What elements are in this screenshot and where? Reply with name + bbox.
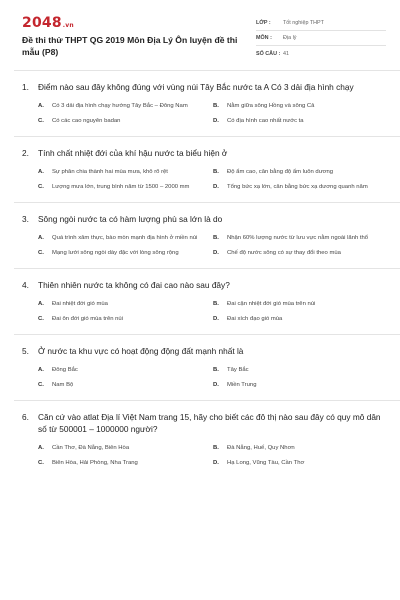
option-text: Nam Bộ bbox=[52, 382, 74, 388]
option-letter: B. bbox=[213, 103, 219, 109]
option-letter: B. bbox=[213, 169, 219, 175]
header-left bbox=[22, 14, 250, 70]
option-letter: A. bbox=[38, 169, 44, 175]
question-text: Điểm nào sau đây không đúng với vùng núi Tây Bắc nước ta A Có 3 dải địa hình chạy bbox=[38, 82, 354, 92]
question-header bbox=[22, 147, 388, 159]
question-header bbox=[22, 213, 388, 225]
option-d[interactable] bbox=[213, 180, 388, 195]
option-a[interactable] bbox=[38, 99, 213, 114]
question-text: Thiên nhiên nước ta không có đai cao nào sau đây? bbox=[38, 280, 230, 290]
option-c[interactable] bbox=[38, 378, 213, 393]
option-letter: D. bbox=[213, 382, 219, 388]
option-text: Có các cao nguyên badan bbox=[52, 118, 121, 124]
option-b[interactable] bbox=[213, 99, 388, 114]
question-number: 6. bbox=[22, 412, 29, 422]
question-header bbox=[22, 345, 388, 357]
option-text: Nằm giữa sông Hồng và sông Cả bbox=[227, 103, 315, 109]
question-5 bbox=[14, 335, 400, 401]
meta-value: Địa lý bbox=[283, 35, 297, 41]
answer-options bbox=[22, 363, 388, 393]
option-letter: A. bbox=[38, 367, 44, 373]
option-a[interactable] bbox=[38, 165, 213, 180]
option-c[interactable] bbox=[38, 312, 213, 327]
option-a[interactable] bbox=[38, 363, 213, 378]
option-text: Mạng lưới sông ngòi dày đặc với lòng sông rộng bbox=[52, 250, 179, 256]
option-letter: B. bbox=[213, 301, 219, 307]
option-text: Chế độ nước sông có sự thay đổi theo mùa bbox=[227, 250, 341, 256]
option-letter: C. bbox=[38, 382, 44, 388]
answer-options bbox=[22, 231, 388, 261]
option-d[interactable] bbox=[213, 378, 388, 393]
option-text: Đai nhiệt đới gió mùa bbox=[52, 301, 108, 307]
question-header bbox=[22, 279, 388, 291]
option-b[interactable] bbox=[213, 441, 388, 456]
meta-key: LỚP : bbox=[256, 20, 271, 26]
option-text: Đai xích đạo gió mùa bbox=[227, 316, 283, 322]
option-letter: C. bbox=[38, 184, 44, 190]
option-text: Cần Thơ, Đà Nẵng, Biên Hòa bbox=[52, 445, 130, 451]
answer-options bbox=[22, 99, 388, 129]
meta-row-count bbox=[256, 46, 386, 61]
option-text: Hạ Long, Vũng Tàu, Cần Thơ bbox=[227, 460, 305, 466]
option-letter: D. bbox=[213, 184, 219, 190]
option-text: Tây Bắc bbox=[227, 367, 249, 373]
logo-tld: .vn bbox=[62, 22, 74, 29]
option-b[interactable] bbox=[213, 231, 388, 246]
meta-value: 41 bbox=[283, 50, 289, 57]
option-text: Biên Hòa, Hải Phòng, Nha Trang bbox=[52, 460, 138, 466]
option-letter: B. bbox=[213, 367, 219, 373]
question-number: 3. bbox=[22, 214, 29, 224]
question-1 bbox=[14, 71, 400, 137]
option-a[interactable] bbox=[38, 297, 213, 312]
option-b[interactable] bbox=[213, 297, 388, 312]
question-4 bbox=[14, 269, 400, 335]
option-a[interactable] bbox=[38, 441, 213, 456]
meta-row-class bbox=[256, 16, 386, 31]
option-letter: C. bbox=[38, 316, 44, 322]
option-d[interactable] bbox=[213, 246, 388, 261]
option-text: Đông Bắc bbox=[52, 367, 78, 373]
option-letter: D. bbox=[213, 118, 219, 124]
option-text: Lượng mưa lớn, trung bình năm từ 1500 – 2000 mm bbox=[52, 184, 190, 190]
question-number: 2. bbox=[22, 148, 29, 158]
meta-value: Tốt nghiệp THPT bbox=[283, 20, 324, 26]
meta-key: MÔN : bbox=[256, 35, 272, 41]
option-letter: D. bbox=[213, 250, 219, 256]
option-text: Sự phân chia thành hai mùa mưa, khô rõ rệt bbox=[52, 169, 168, 175]
option-c[interactable] bbox=[38, 246, 213, 261]
site-logo[interactable] bbox=[22, 15, 74, 31]
question-number: 5. bbox=[22, 346, 29, 356]
question-number: 1. bbox=[22, 82, 29, 92]
question-text: Ở nước ta khu vực có hoạt động động đất mạnh nhất là bbox=[38, 346, 244, 356]
option-c[interactable] bbox=[38, 180, 213, 195]
option-c[interactable] bbox=[38, 114, 213, 129]
question-list bbox=[0, 71, 400, 478]
question-text: Căn cứ vào atlat Địa lí Việt Nam trang 15, hãy cho biết các đô thị nào sau đây có quy mô dân số từ 500001 – 1000000 người? bbox=[38, 412, 381, 434]
option-b[interactable] bbox=[213, 363, 388, 378]
meta-row-subject bbox=[256, 31, 386, 46]
option-d[interactable] bbox=[213, 312, 388, 327]
option-text: Quá trình xâm thực, bào mòn mạnh địa hình ở miền núi bbox=[52, 235, 198, 241]
option-letter: A. bbox=[38, 235, 44, 241]
question-text: Tính chất nhiệt đới của khí hậu nước ta biểu hiện ở bbox=[38, 148, 228, 158]
option-text: Đà Nẵng, Huế, Quy Nhơn bbox=[227, 445, 295, 451]
option-d[interactable] bbox=[213, 114, 388, 129]
question-2 bbox=[14, 137, 400, 203]
option-letter: C. bbox=[38, 118, 44, 124]
answer-options bbox=[22, 441, 388, 471]
option-letter: B. bbox=[213, 445, 219, 451]
exam-meta bbox=[256, 14, 386, 70]
option-d[interactable] bbox=[213, 456, 388, 471]
option-text: Nhận 60% lượng nước từ lưu vực nằm ngoài lãnh thổ bbox=[227, 235, 369, 241]
answer-options bbox=[22, 297, 388, 327]
option-text: Có 3 dải địa hình chạy hướng Tây Bắc – Đông Nam bbox=[52, 103, 188, 109]
option-text: Miền Trung bbox=[227, 382, 257, 388]
page-title: Đề thi thử THPT QG 2019 Môn Địa Lý Ôn luyện đề thi mẫu (P8) bbox=[22, 35, 238, 57]
option-text: Có địa hình cao nhất nước ta bbox=[227, 118, 304, 124]
meta-key: SỐ CÂU : bbox=[256, 50, 281, 57]
question-header bbox=[22, 81, 388, 93]
option-c[interactable] bbox=[38, 456, 213, 471]
option-letter: A. bbox=[38, 445, 44, 451]
option-text: Đai ôn đới gió mùa trên núi bbox=[52, 316, 123, 322]
question-number: 4. bbox=[22, 280, 29, 290]
option-b[interactable] bbox=[213, 165, 388, 180]
option-letter: C. bbox=[38, 250, 44, 256]
question-3 bbox=[14, 203, 400, 269]
option-letter: C. bbox=[38, 460, 44, 466]
option-letter: A. bbox=[38, 103, 44, 109]
option-text: Độ ẩm cao, cân bằng độ ẩm luôn dương bbox=[227, 169, 334, 175]
page-header bbox=[0, 0, 400, 70]
answer-options bbox=[22, 165, 388, 195]
option-letter: A. bbox=[38, 301, 44, 307]
question-6 bbox=[14, 401, 400, 478]
question-text: Sông ngòi nước ta có hàm lượng phù sa lớn là do bbox=[38, 214, 223, 224]
logo-main: 2048 bbox=[22, 15, 62, 31]
option-letter: B. bbox=[213, 235, 219, 241]
question-header bbox=[22, 411, 388, 435]
option-text: Tổng bức xạ lớn, cân bằng bức xạ dương quanh năm bbox=[227, 184, 368, 190]
option-a[interactable] bbox=[38, 231, 213, 246]
option-letter: D. bbox=[213, 316, 219, 322]
option-letter: D. bbox=[213, 460, 219, 466]
option-text: Đai cận nhiệt đới gió mùa trên núi bbox=[227, 301, 316, 307]
